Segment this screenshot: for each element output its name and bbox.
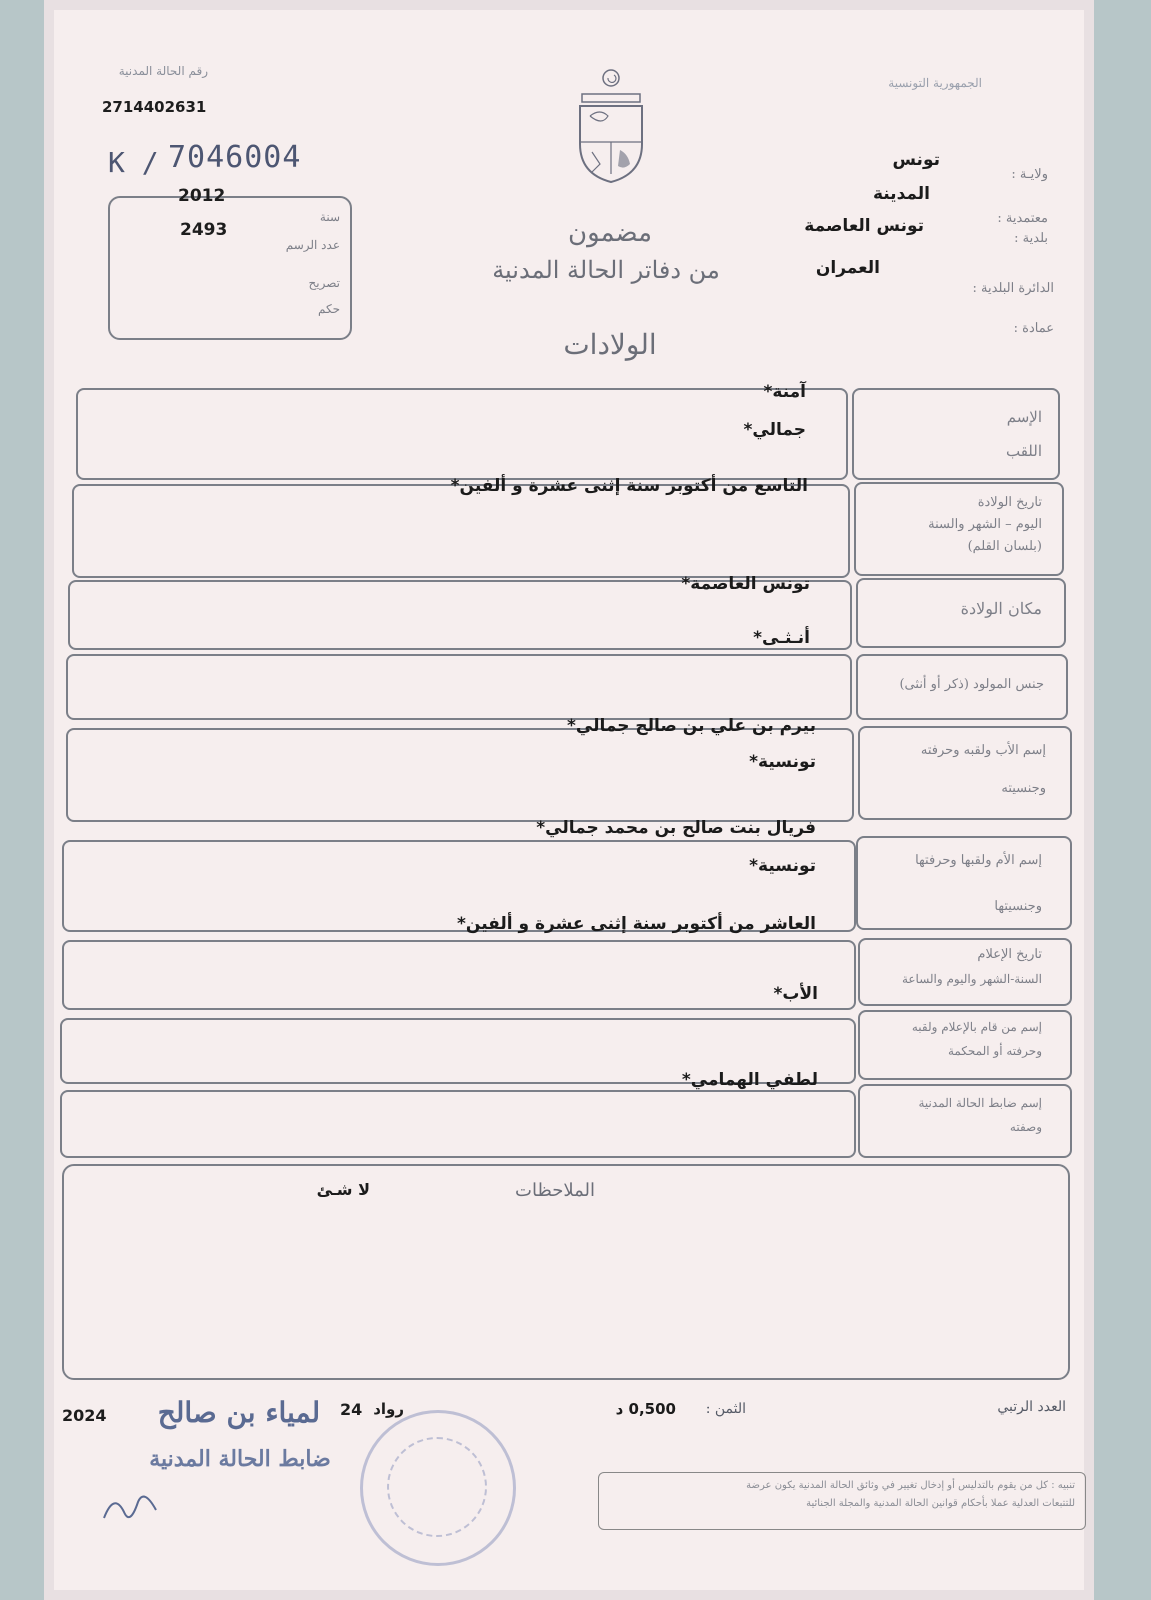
officer-signature-title: ضابط الحالة المدنية: [149, 1446, 331, 1472]
registry-record-label: عدد الرسم: [285, 238, 340, 252]
notice-line-2: للتتبعات العدلية عملا بأحكام قوانين الحالة المدنية والمجلة الجنائية: [806, 1498, 1075, 1509]
declarant-value: الأب*: [773, 984, 818, 1004]
declaration-date-label: تاريخ الإعلام: [977, 947, 1042, 962]
name-label: الإسم: [1006, 408, 1042, 426]
record-number: 2714402631: [102, 98, 207, 116]
registry-judgment-label: حكم: [317, 302, 340, 316]
registry-declaration-label: تصريح: [308, 276, 340, 290]
father-nationality-label: وجنسيته: [1001, 781, 1046, 796]
legal-notice: [598, 1472, 1086, 1530]
price-label: الثمن :: [705, 1401, 746, 1417]
date-year: 2024: [62, 1406, 107, 1425]
mother-label: إسم الأم ولقبها وحرفتها: [915, 853, 1042, 868]
price-value: 0,500 د: [615, 1400, 676, 1418]
remarks-value: لا شـئ: [316, 1180, 370, 1199]
birth-place-value: تونس العاصمة*: [681, 574, 810, 594]
name-label-box: [852, 388, 1060, 480]
serial-number: 7046004: [168, 140, 302, 175]
mother-nationality-label: وجنسيتها: [994, 899, 1042, 914]
birth-date-note: (بلسان القلم): [967, 539, 1042, 554]
birth-date-value-box: [72, 484, 850, 578]
declarant-sublabel: وحرفته أو المحكمة: [947, 1044, 1042, 1058]
document-subtitle: من دفاتر الحالة المدنية: [492, 256, 720, 284]
birth-date-sublabel: اليوم – الشهر والسنة: [928, 517, 1042, 532]
municipality-label: بلدية :: [1014, 231, 1048, 246]
surname-label: اللقب: [1005, 442, 1042, 460]
first-name-value: آمنة*: [763, 382, 806, 402]
date-day: 24: [340, 1400, 363, 1419]
document-title: مضمون: [567, 218, 653, 248]
father-label: إسم الأب ولقبه وحرفته: [920, 743, 1046, 758]
officer-value: لطفي الهمامي*: [681, 1070, 818, 1090]
father-name-value: بيرم بن علي بن صالح جمالي*: [566, 716, 816, 736]
registry-year: 2012: [178, 186, 226, 206]
tunisia-coat-of-arms-icon: [572, 66, 650, 184]
mother-nationality-value: تونسية*: [749, 856, 816, 876]
governorate-label: ولايـة :: [1011, 167, 1048, 182]
district-label: الدائرة البلدية :: [972, 281, 1054, 296]
birth-date-label: تاريخ الولادة: [977, 495, 1042, 510]
republic-label: الجمهورية التونسية: [888, 76, 982, 90]
surname-value: جمالي*: [743, 420, 806, 440]
governorate-value: تونس: [892, 150, 940, 170]
declarant-label: إسم من قام بالإعلام ولقبه: [911, 1020, 1042, 1034]
birth-place-label: مكان الولادة: [960, 599, 1042, 618]
sector-label: عمادة :: [1013, 321, 1054, 336]
sex-label: جنس المولود (ذكر أو أنثى): [899, 677, 1044, 692]
official-stamp: [360, 1410, 516, 1566]
birth-date-value: التاسع من أكتوبر سنة إثنى عشرة و ألفين*: [450, 476, 808, 496]
father-value-box: [66, 728, 854, 822]
officer-signature-name: لمياء بن صالح: [157, 1396, 321, 1429]
mother-name-value: فريال بنت صالح بن محمد جمالي*: [536, 818, 816, 838]
officer-label: إسم ضابط الحالة المدنية: [918, 1096, 1042, 1110]
district-value: العمران: [815, 258, 880, 278]
father-nationality-value: تونسية*: [749, 752, 816, 772]
order-number-label: العدد الرتبي: [997, 1399, 1066, 1415]
declaration-date-value: العاشر من أكتوبر سنة إثنى عشرة و ألفين*: [457, 914, 816, 934]
municipality-value: تونس العاصمة: [804, 216, 924, 236]
delegation-value: المدينة: [872, 184, 930, 204]
registry-record-number: 2493: [180, 220, 228, 240]
signature-scribble-icon: [100, 1488, 160, 1528]
sex-value-box: [66, 654, 852, 720]
notice-line-1: تنبيه : كل من يقوم بالتدليس أو إدخال تغيير في وثائق الحالة المدنية يكون عرضة: [746, 1480, 1075, 1491]
date-place: رواد: [373, 1400, 404, 1418]
delegation-label: معتمدية :: [997, 211, 1048, 226]
remarks-label: الملاحظات: [515, 1180, 595, 1201]
officer-value-box: [60, 1090, 856, 1158]
officer-sublabel: وصفته: [1009, 1120, 1042, 1134]
registry-year-label: سنة: [319, 210, 340, 224]
section-title: الولادات: [563, 328, 657, 361]
record-number-label: رقم الحالة المدنية: [118, 64, 208, 78]
declaration-date-sublabel: السنة-الشهر واليوم والساعة: [901, 972, 1042, 986]
serial-prefix: K /: [108, 146, 159, 179]
sex-value: أنـثـى*: [753, 628, 810, 648]
